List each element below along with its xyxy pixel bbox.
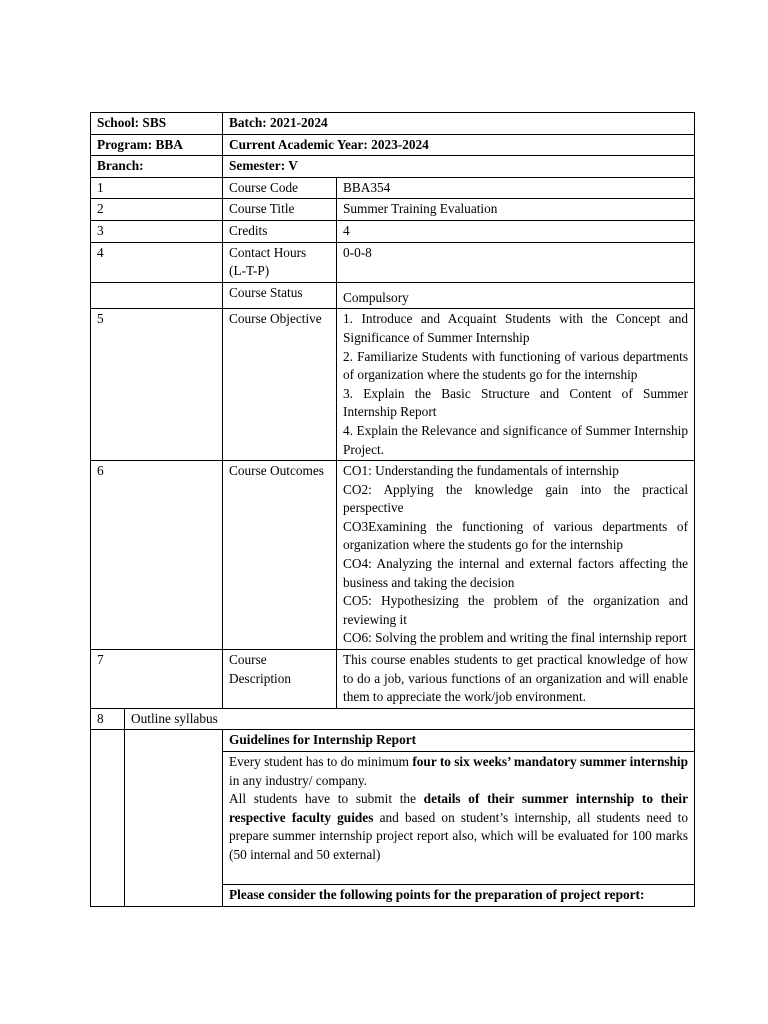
row-number: 6 <box>91 461 223 650</box>
row-number: 8 <box>91 708 125 730</box>
table-row <box>91 156 695 178</box>
course-objective-label: Course Objective <box>223 309 337 461</box>
contact-hours-label-line2: (L-T-P) <box>229 263 270 279</box>
course-status-label: Course Status <box>223 282 337 309</box>
table-row <box>91 650 695 709</box>
outline-syllabus-label: Outline syllabus <box>125 708 695 730</box>
guidelines-paragraph-2 <box>229 790 688 864</box>
row-number: 3 <box>91 220 223 242</box>
objective-item: 3. Explain the Basic Structure and Content of Summer Internship Report <box>343 385 689 420</box>
row-number: 5 <box>91 309 223 461</box>
text-run: Every student has to do minimum <box>229 754 413 769</box>
course-objective-value <box>337 309 695 461</box>
course-description-value: This course enables students to get practical knowledge of how to do a job, various functions of an organization and will enable them to appreciate the work/job environment. <box>337 650 695 709</box>
table-row <box>91 309 695 461</box>
course-title-value: Summer Training Evaluation <box>337 199 695 221</box>
syllabus-spacer-cell <box>91 730 125 906</box>
blank-line <box>229 865 688 884</box>
school-cell: School: SBS <box>91 113 223 135</box>
text-run: and based on student’s internship, all students need to prepare summer internship project report also, which will be evaluated for 100 marks (50 internal and 50 external) <box>229 809 689 862</box>
course-code-label: Course Code <box>223 177 337 199</box>
course-outcomes-value <box>337 461 695 650</box>
semester-cell: Semester: V <box>223 156 695 178</box>
table-row <box>91 134 695 156</box>
row-number: 7 <box>91 650 223 709</box>
contact-hours-label-line1: Contact Hours <box>229 244 307 260</box>
points-heading: Please consider the following points for the preparation of project report: <box>223 885 695 907</box>
table-row <box>91 708 695 730</box>
outcome-item: CO1: Understanding the fundamentals of internship <box>343 463 619 479</box>
course-outcomes-label: Course Outcomes <box>223 461 337 650</box>
table-row <box>91 282 695 309</box>
course-code-value: BBA354 <box>337 177 695 199</box>
text-run-bold: four to six weeks’ mandatory summer internship <box>412 754 689 769</box>
course-description-label: Course Description <box>223 650 337 709</box>
objective-item: 1. Introduce and Acquaint Students with the Concept and Significance of Summer Internship <box>343 311 689 345</box>
row-number: 4 <box>91 242 223 282</box>
contact-hours-label <box>223 242 337 282</box>
outcome-item: CO4: Analyzing the internal and external factors affecting the business and taking the decision <box>343 556 689 590</box>
outcome-item: CO3Examining the functioning of various departments of organization where the students go for the internship <box>343 518 689 553</box>
objective-item: 4. Explain the Relevance and significance of Summer Internship Project. <box>343 422 689 457</box>
table-row <box>91 461 695 650</box>
outcome-item: CO2: Applying the knowledge gain into the practical perspective <box>343 481 689 516</box>
contact-hours-value: 0-0-8 <box>337 242 695 282</box>
course-status-value: Compulsory <box>337 282 695 309</box>
text-run-bold: details of their summer internship to their respective faculty guides <box>229 791 689 825</box>
text-run: All students have to submit the <box>229 791 424 807</box>
branch-cell: Branch: <box>91 156 223 178</box>
guidelines-heading: Guidelines for Internship Report <box>223 730 695 752</box>
academic-year-cell: Current Academic Year: 2023-2024 <box>223 134 695 156</box>
guidelines-paragraph-1 <box>229 753 688 790</box>
row-number: 2 <box>91 199 223 221</box>
batch-cell: Batch: 2021-2024 <box>223 113 695 135</box>
course-table <box>90 112 695 907</box>
guidelines-body <box>223 752 695 885</box>
row-number: 1 <box>91 177 223 199</box>
row-number-empty <box>91 282 223 309</box>
outcome-item: CO6: Solving the problem and writing the final internship report <box>343 630 687 646</box>
table-row <box>91 730 695 752</box>
objective-item: 2. Familiarize Students with functioning of various departments of organization where the students go for the internship <box>343 348 689 383</box>
table-row <box>91 220 695 242</box>
table-row <box>91 199 695 221</box>
table-row <box>91 242 695 282</box>
credits-label: Credits <box>223 220 337 242</box>
syllabus-indent-cell <box>125 730 223 906</box>
outcome-item: CO5: Hypothesizing the problem of the organization and reviewing it <box>343 593 689 627</box>
course-title-label: Course Title <box>223 199 337 221</box>
table-row <box>91 113 695 135</box>
program-cell: Program: BBA <box>91 134 223 156</box>
syllabus-document <box>90 112 694 907</box>
table-row <box>91 177 695 199</box>
credits-value: 4 <box>337 220 695 242</box>
text-run: in any industry/ company. <box>229 772 368 788</box>
